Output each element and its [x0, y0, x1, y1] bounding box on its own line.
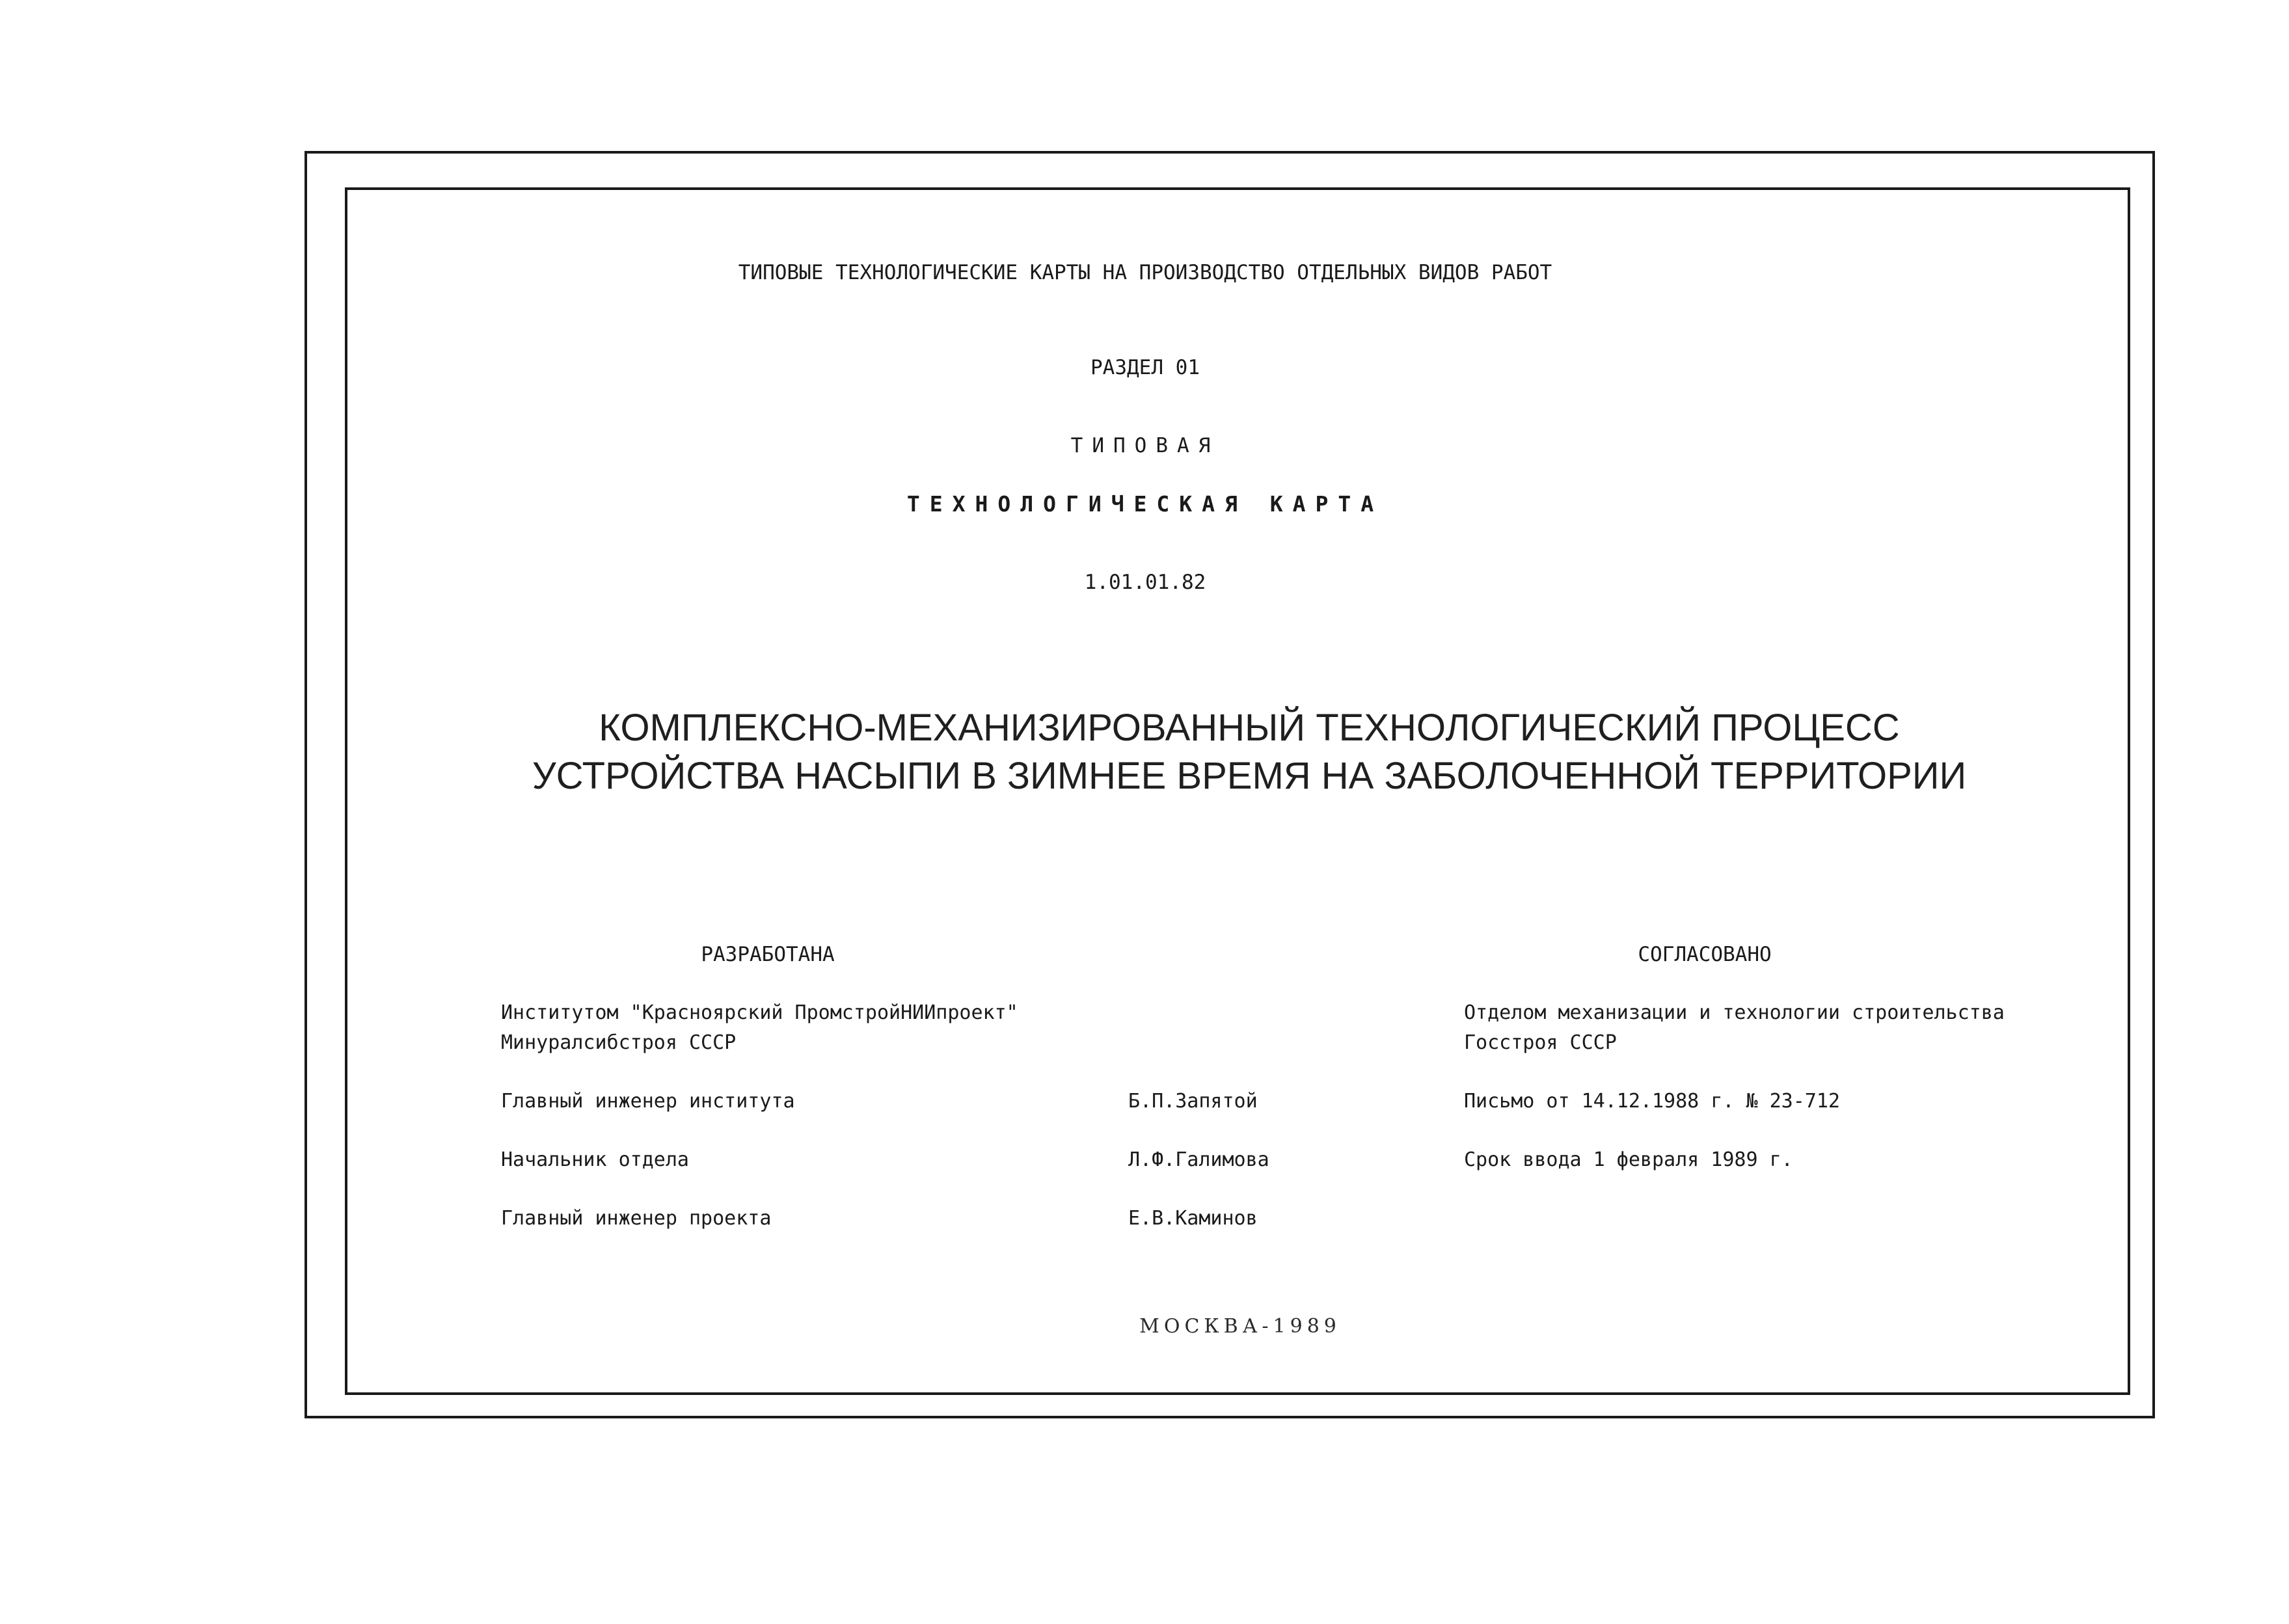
section-number: РАЗДЕЛ 01: [1090, 356, 1200, 379]
role-chief-engineer-institute: Главный инженер института: [501, 1090, 795, 1113]
approved-heading: СОГЛАСОВАНО: [1638, 943, 1772, 966]
person-chief-engineer-institute: Б.П.Запятой: [1128, 1090, 1258, 1113]
person-department-head: Л.Ф.Галимова: [1128, 1148, 1269, 1171]
developer-institute-line-1: Институтом "Красноярский ПромстройНИИпроект": [501, 1001, 1018, 1024]
developer-institute-line-2: Минуралсибстроя СССР: [501, 1031, 737, 1054]
role-department-head: Начальник отдела: [501, 1148, 689, 1171]
technological-card-label: ТЕХНОЛОГИЧЕСКАЯ КАРТА: [906, 491, 1384, 517]
main-title-line-2: УСТРОЙСТВА НАСЫПИ В ЗИМНЕЕ ВРЕМЯ НА ЗАБОЛОЧЕННОЙ ТЕРРИТОРИИ: [532, 755, 1967, 797]
approval-department-line: Отделом механизации и технологии строительства: [1464, 1001, 2005, 1024]
role-chief-project-engineer: Главный инженер проекта: [501, 1207, 772, 1230]
publication-place-year: МОСКВА-1989: [1139, 1315, 1341, 1338]
document-code: 1.01.01.82: [1084, 571, 1206, 594]
effective-date-line: Срок ввода 1 февраля 1989 г.: [1464, 1148, 1793, 1171]
typical-label: ТИПОВАЯ: [1070, 434, 1220, 457]
approval-letter-line: Письмо от 14.12.1988 г. № 23-712: [1464, 1090, 1840, 1113]
person-chief-project-engineer: Е.В.Каминов: [1128, 1207, 1258, 1230]
main-title-line-1: КОМПЛЕКСНО-МЕХАНИЗИРОВАННЫЙ ТЕХНОЛОГИЧЕСКИЙ ПРОЦЕСС: [599, 707, 1900, 749]
developed-heading: РАЗРАБОТАНА: [701, 943, 835, 966]
approval-organization-line: Госстроя СССР: [1464, 1031, 1617, 1054]
document-series-title: ТИПОВЫЕ ТЕХНОЛОГИЧЕСКИЕ КАРТЫ НА ПРОИЗВОДСТВО ОТДЕЛЬНЫХ ВИДОВ РАБОТ: [738, 261, 1552, 284]
